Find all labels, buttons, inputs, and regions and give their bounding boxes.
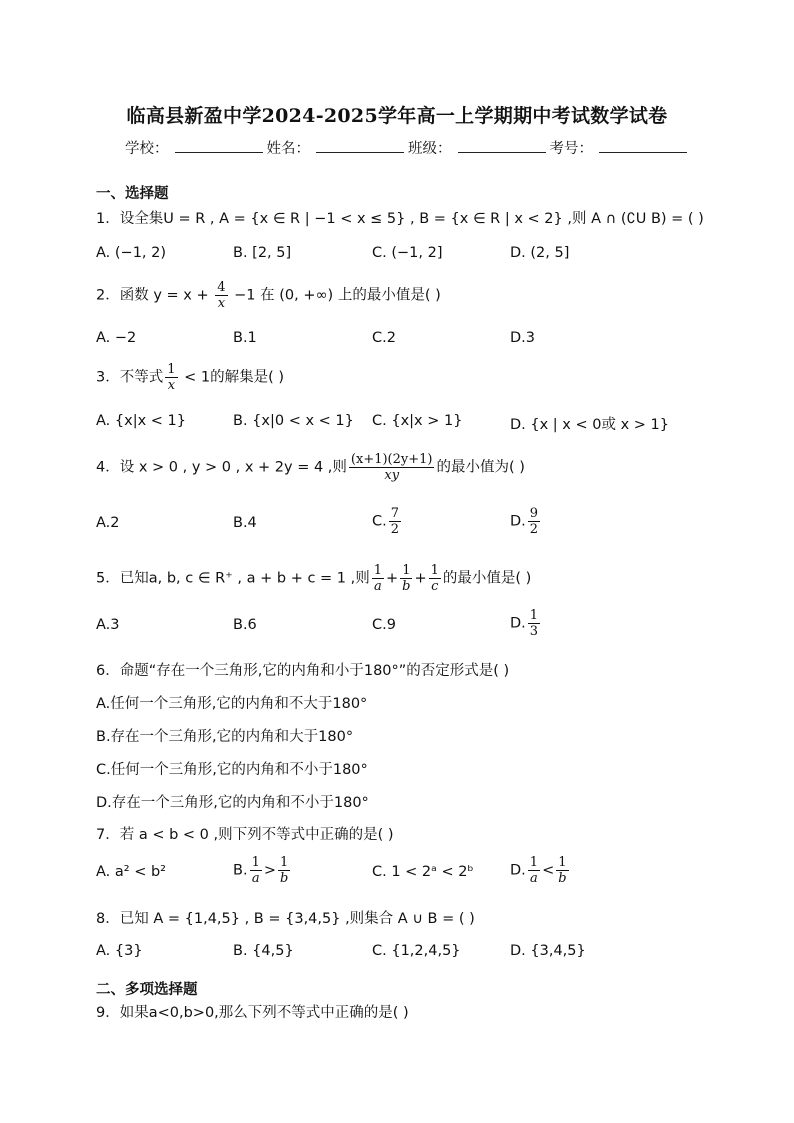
q7-option-b: B. $\frac{1}{a}$ > $\frac{1}{b}$ (233, 855, 289, 886)
question-5: 5．已知a, b, c ∈ R⁺ , a + b + c = 1 ,则 $\frac{1}{a}$ + $\frac{1}{b}$ + $\frac{1}{c}$ 的最小值是( ) (96, 563, 532, 594)
q3-option-a: A. {x|x < 1} (96, 413, 186, 429)
fraction: $\frac{1}{a}$ (373, 563, 383, 594)
number-blank (599, 137, 687, 153)
q6-option-c: C.任何一个三角形,它的内角和不小于180° (96, 762, 368, 778)
q1-option-b: B. [2, 5] (233, 245, 292, 261)
q4-option-c: C. $\frac{7}{2}$ (372, 506, 400, 537)
q4-option-b: B.4 (233, 515, 257, 531)
q5-option-c: C.9 (372, 617, 396, 633)
fraction: $\frac{4}{x}$ (217, 280, 226, 311)
q7-option-c: C. 1 < 2ᵃ < 2ᵇ (372, 864, 474, 880)
q1-option-c: C. (−1, 2] (372, 245, 443, 261)
school-blank (175, 137, 263, 153)
fraction: $\frac{1}{b}$ (558, 855, 567, 886)
page-title: 临高县新盈中学2024-2025学年高一上学期期中考试数学试卷 (126, 105, 668, 127)
question-9: 9．如果a<0,b>0,那么下列不等式中正确的是( ) (96, 1005, 409, 1021)
fraction: $\frac{1}{b}$ (402, 563, 411, 594)
fraction: $\frac{1}{b}$ (279, 855, 289, 886)
number-label: 考号： (549, 141, 593, 157)
fraction: $\frac{1}{x}$ (167, 362, 176, 393)
class-blank (458, 137, 546, 153)
q2-option-c: C.2 (372, 330, 396, 346)
question-8-stem: 已知 A = {1,4,5} , B = {3,4,5} ,则集合 A ∪ B = ( ) (119, 911, 475, 927)
question-8: 8．已知 A = {1,4,5} , B = {3,4,5} ,则集合 A ∪ B = ( ) (96, 911, 475, 927)
q3-option-d: D. {x | x < 0或 x > 1} (510, 417, 669, 433)
q5-option-a: A.3 (96, 617, 120, 633)
q5-option-b: B.6 (233, 617, 257, 633)
fraction: $\frac{1}{a}$ (529, 855, 539, 886)
question-3: 3．不等式 $\frac{1}{x}$ < 1的解集是( ) (96, 362, 285, 393)
q8-option-b: B. {4,5} (233, 943, 294, 959)
fraction: $\frac{1}{a}$ (251, 855, 260, 886)
q1-option-d: D. (2, 5] (510, 245, 570, 261)
q4-option-a: A.2 (96, 515, 120, 531)
question-1: 1．设全集U = R , A = {x ∈ R | −1 < x ≤ 5} , B = {x ∈ R | x < 2} ,则 A ∩ (∁U B) = ( ) (96, 211, 704, 227)
q3-option-b: B. {x|0 < x < 1} (233, 413, 354, 429)
question-4: 4．设 x > 0 , y > 0 , x + 2y = 4 ,则 $\frac{(x+1)(2y+1)}{xy}$ 的最小值为( ) (96, 452, 525, 483)
q4-option-d: D. $\frac{9}{2}$ (510, 506, 539, 537)
q8-option-a: A. {3} (96, 943, 143, 959)
name-blank (316, 137, 404, 153)
fraction: $\frac{1}{3}$ (529, 608, 539, 639)
q2-option-b: B.1 (233, 330, 257, 346)
name-label: 姓名： (266, 141, 310, 157)
class-label: 班级： (408, 141, 452, 157)
question-9-stem: 如果a<0,b>0,那么下列不等式中正确的是( ) (119, 1005, 409, 1021)
school-label: 学校： (125, 141, 169, 157)
q1-option-a: A. (−1, 2) (96, 245, 167, 261)
question-6-stem: 命题“存在一个三角形,它的内角和小于180°”的否定形式是( ) (119, 663, 510, 679)
q5-option-d: D. $\frac{1}{3}$ (510, 608, 539, 639)
fraction: $\frac{7}{2}$ (390, 506, 400, 537)
q7-option-a: A. a² < b² (96, 864, 166, 880)
student-info-line (125, 137, 691, 158)
question-6: 6．命题“存在一个三角形,它的内角和小于180°”的否定形式是( ) (96, 663, 510, 679)
q6-option-d: D.存在一个三角形,它的内角和不小于180° (96, 795, 369, 811)
fraction: $\frac{9}{2}$ (529, 506, 539, 537)
fraction: $\frac{1}{c}$ (430, 563, 439, 594)
q6-option-b: B.存在一个三角形,它的内角和大于180° (96, 729, 354, 745)
section-heading-multi-choice: 二、多项选择题 (96, 982, 198, 998)
q6-option-a: A.任何一个三角形,它的内角和不大于180° (96, 696, 368, 712)
q3-option-c: C. {x|x > 1} (372, 413, 463, 429)
q2-option-a: A. −2 (96, 330, 137, 346)
section-heading-choice: 一、选择题 (96, 186, 169, 202)
question-1-stem: 设全集U = R , A = {x ∈ R | −1 < x ≤ 5} , B = {x ∈ R | x < 2} ,则 A ∩ (∁U B) = ( ) (119, 211, 704, 227)
q8-option-d: D. {3,4,5} (510, 943, 586, 959)
question-7-stem: 若 a < b < 0 ,则下列不等式中正确的是( ) (119, 827, 394, 843)
fraction: $\frac{(x+1)(2y+1)}{xy}$ (350, 452, 433, 483)
q7-option-d: D. $\frac{1}{a}$ < $\frac{1}{b}$ (510, 855, 567, 886)
question-7: 7．若 a < b < 0 ,则下列不等式中正确的是( ) (96, 827, 394, 843)
question-2: 2．函数 y = x + $\frac{4}{x}$ −1 在 (0, +∞) 上的最小值是( ) (96, 280, 441, 311)
q2-option-d: D.3 (510, 330, 535, 346)
q8-option-c: C. {1,2,4,5} (372, 943, 461, 959)
